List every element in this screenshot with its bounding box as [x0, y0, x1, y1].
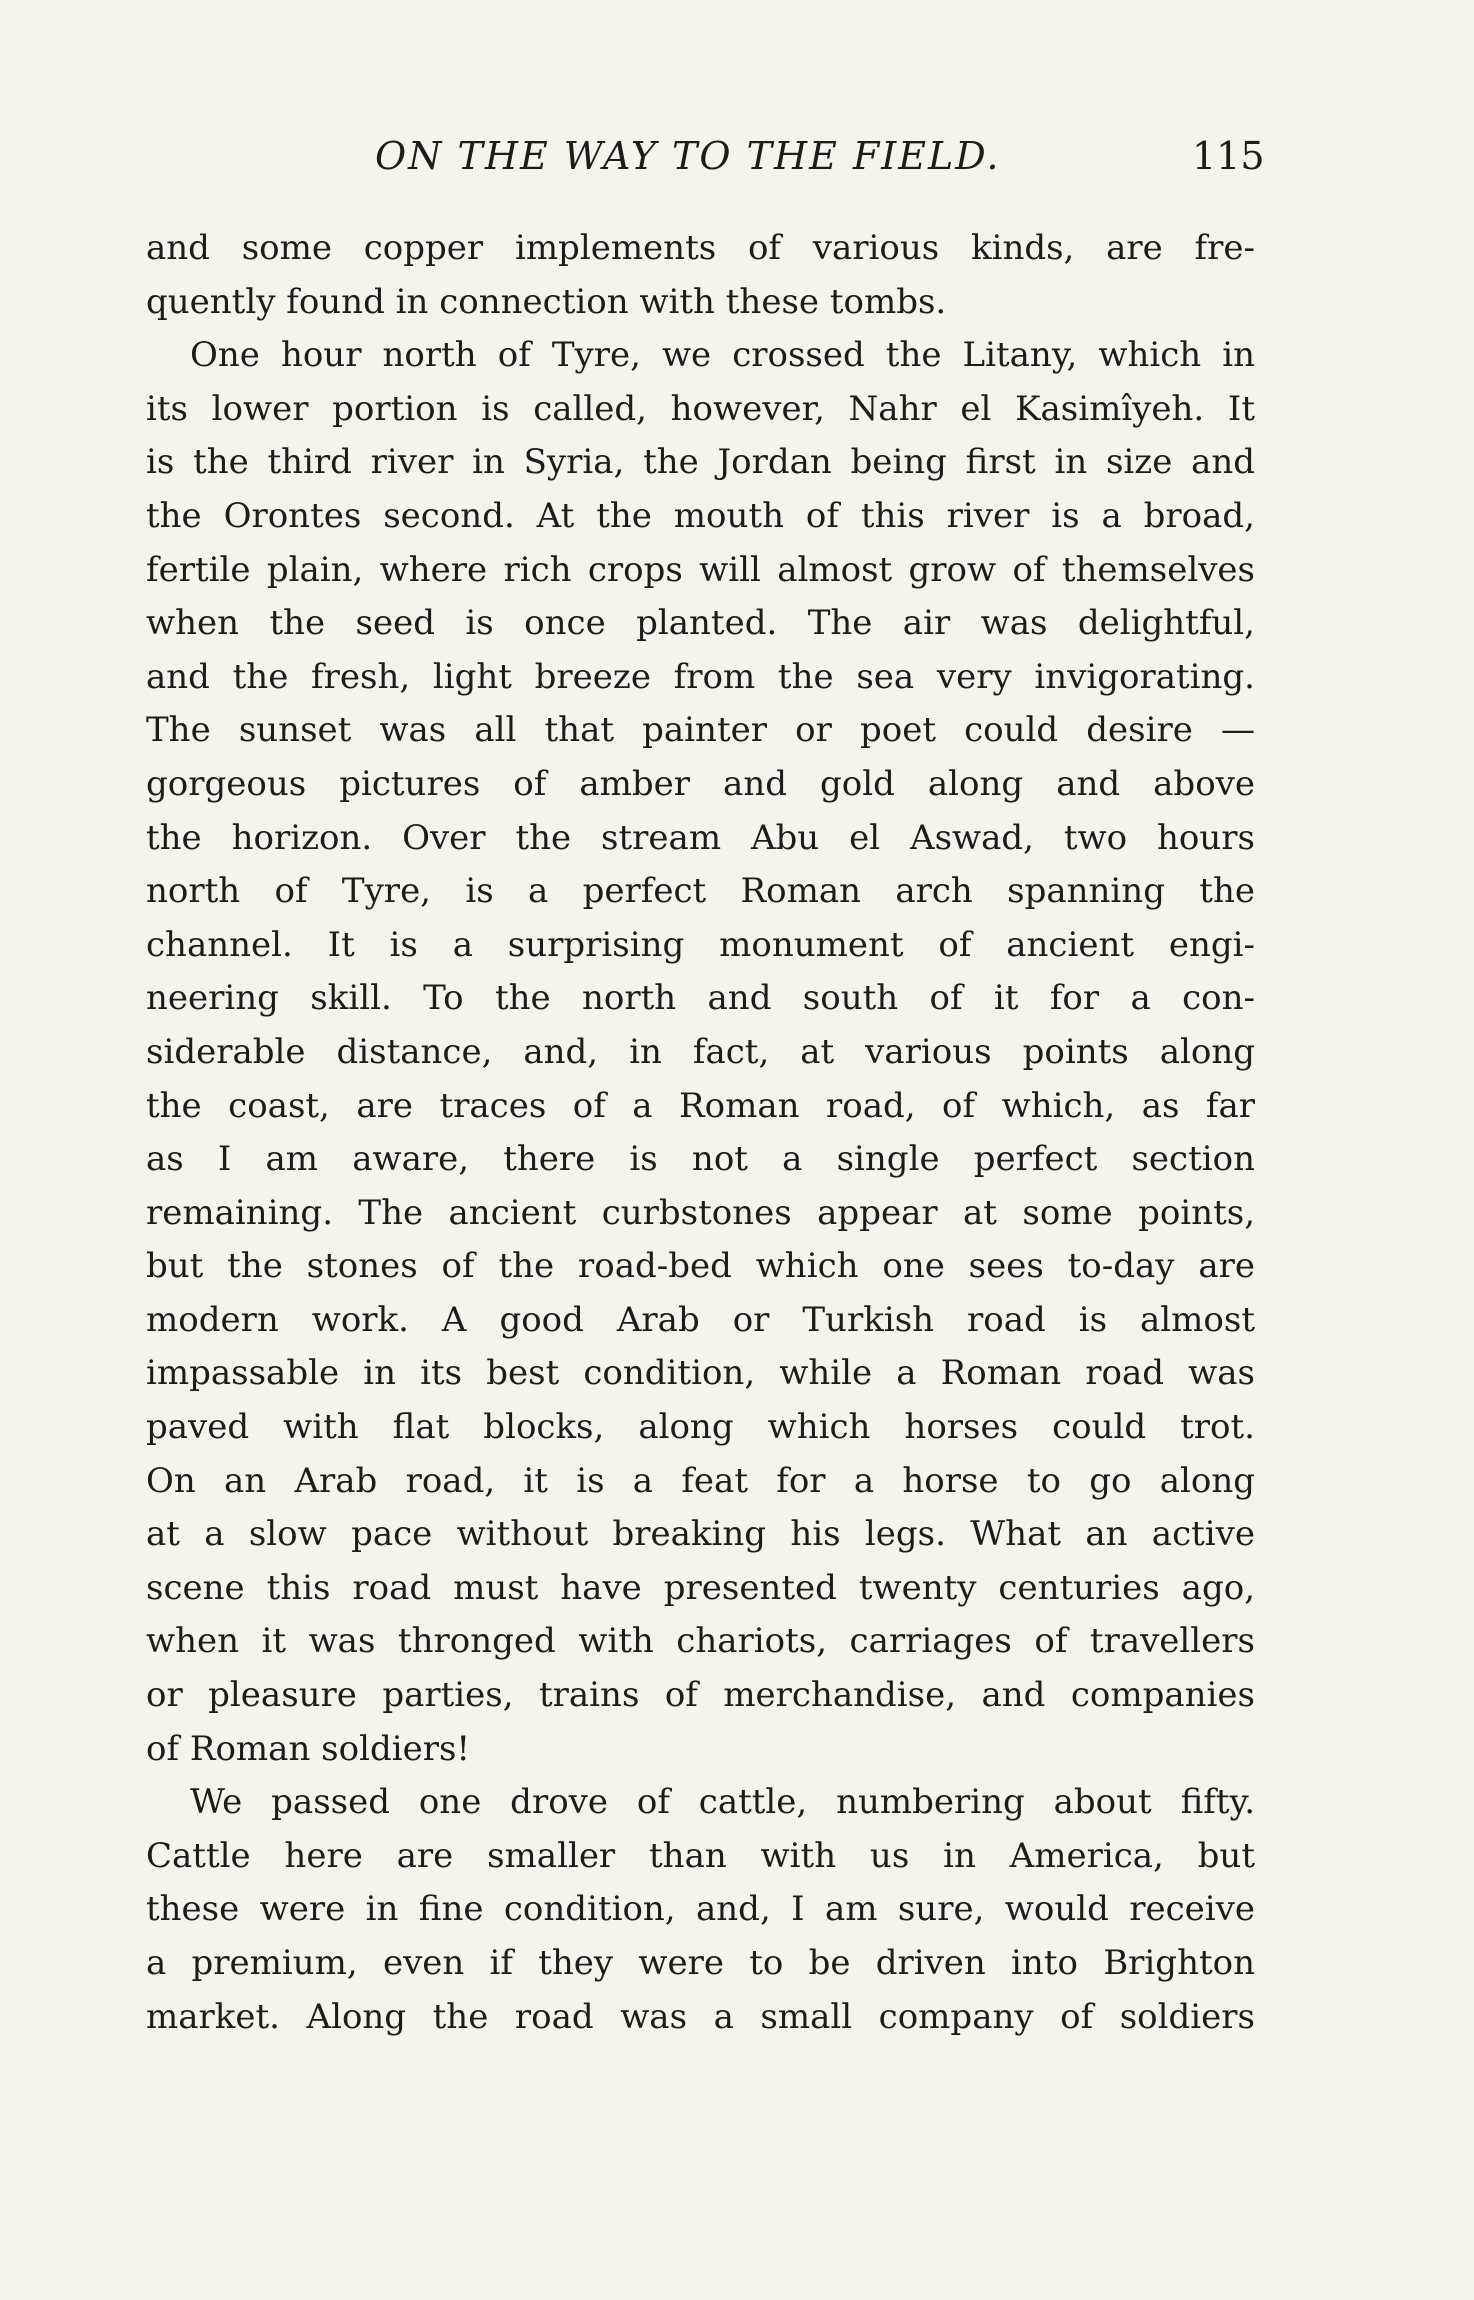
text-line: when it was thronged with chariots, carriages of travellers [146, 1621, 1255, 1662]
text-line: when the seed is once planted. The air was delightful, [146, 603, 1255, 644]
text-line: impassable in its best condition, while a Roman road was [146, 1353, 1255, 1394]
text-line: On an Arab road, it is a feat for a horse to go along [146, 1460, 1255, 1501]
text-line: scene this road must have presented twenty centuries ago, [146, 1567, 1255, 1608]
text-line: of Roman soldiers! [146, 1728, 471, 1769]
running-title: ON THE WAY TO THE FIELD. [375, 134, 1001, 178]
text-line: its lower portion is called, however, Nahr el Kasimîyeh. It [146, 388, 1255, 429]
text-line: remaining. The ancient curbstones appear at some points, [146, 1192, 1255, 1233]
text-line: fertile plain, where rich crops will almost grow of themselves [146, 549, 1255, 590]
text-line: a premium, even if they were to be driven into Brighton [146, 1943, 1255, 1983]
text-line: quently found in connection with these tombs. [146, 281, 947, 322]
text-line: the coast, are traces of a Roman road, of which, as far [146, 1085, 1255, 1126]
text-line: gorgeous pictures of amber and gold along and above [146, 763, 1255, 804]
text-line: We passed one drove of cattle, numbering about fifty. [190, 1782, 1255, 1823]
body-text [146, 222, 1255, 2044]
text-line: paved with flat blocks, along which horses could trot. [146, 1407, 1255, 1448]
text-line: channel. It is a surprising monument of ancient engi- [146, 924, 1255, 965]
text-line: One hour north of Tyre, we crossed the Litany, which in [190, 335, 1255, 376]
text-line: modern work. A good Arab or Turkish road is almost [146, 1299, 1255, 1340]
text-line: and the fresh, light breeze from the sea very invigorating. [146, 656, 1255, 697]
text-line: and some copper implements of various kinds, are fre- [146, 228, 1255, 268]
text-line: Cattle here are smaller than with us in America, but [146, 1835, 1255, 1876]
text-line: or pleasure parties, trains of merchandise, and companies [146, 1675, 1255, 1716]
text-line: as I am aware, there is not a single perfect section [146, 1139, 1255, 1180]
text-line: neering skill. To the north and south of it for a con- [146, 978, 1255, 1019]
text-line: these were in fine condition, and, I am sure, would receive [146, 1889, 1255, 1930]
text-line: The sunset was all that painter or poet could desire — [146, 710, 1255, 751]
page-number: 115 [1192, 134, 1265, 178]
text-line: north of Tyre, is a perfect Roman arch spanning the [146, 871, 1255, 912]
text-line: but the stones of the road-bed which one sees to-day are [146, 1246, 1255, 1287]
text-line: the horizon. Over the stream Abu el Aswad, two hours [146, 817, 1255, 858]
text-line: siderable distance, and, in fact, at various points along [146, 1031, 1255, 1072]
running-head [0, 134, 1474, 194]
text-line: is the third river in Syria, the Jordan being first in size and [146, 442, 1255, 483]
text-line: at a slow pace without breaking his legs. What an active [146, 1514, 1255, 1555]
text-line: market. Along the road was a small company of soldiers [146, 1996, 1255, 2037]
text-line: the Orontes second. At the mouth of this river is a broad, [146, 495, 1255, 536]
